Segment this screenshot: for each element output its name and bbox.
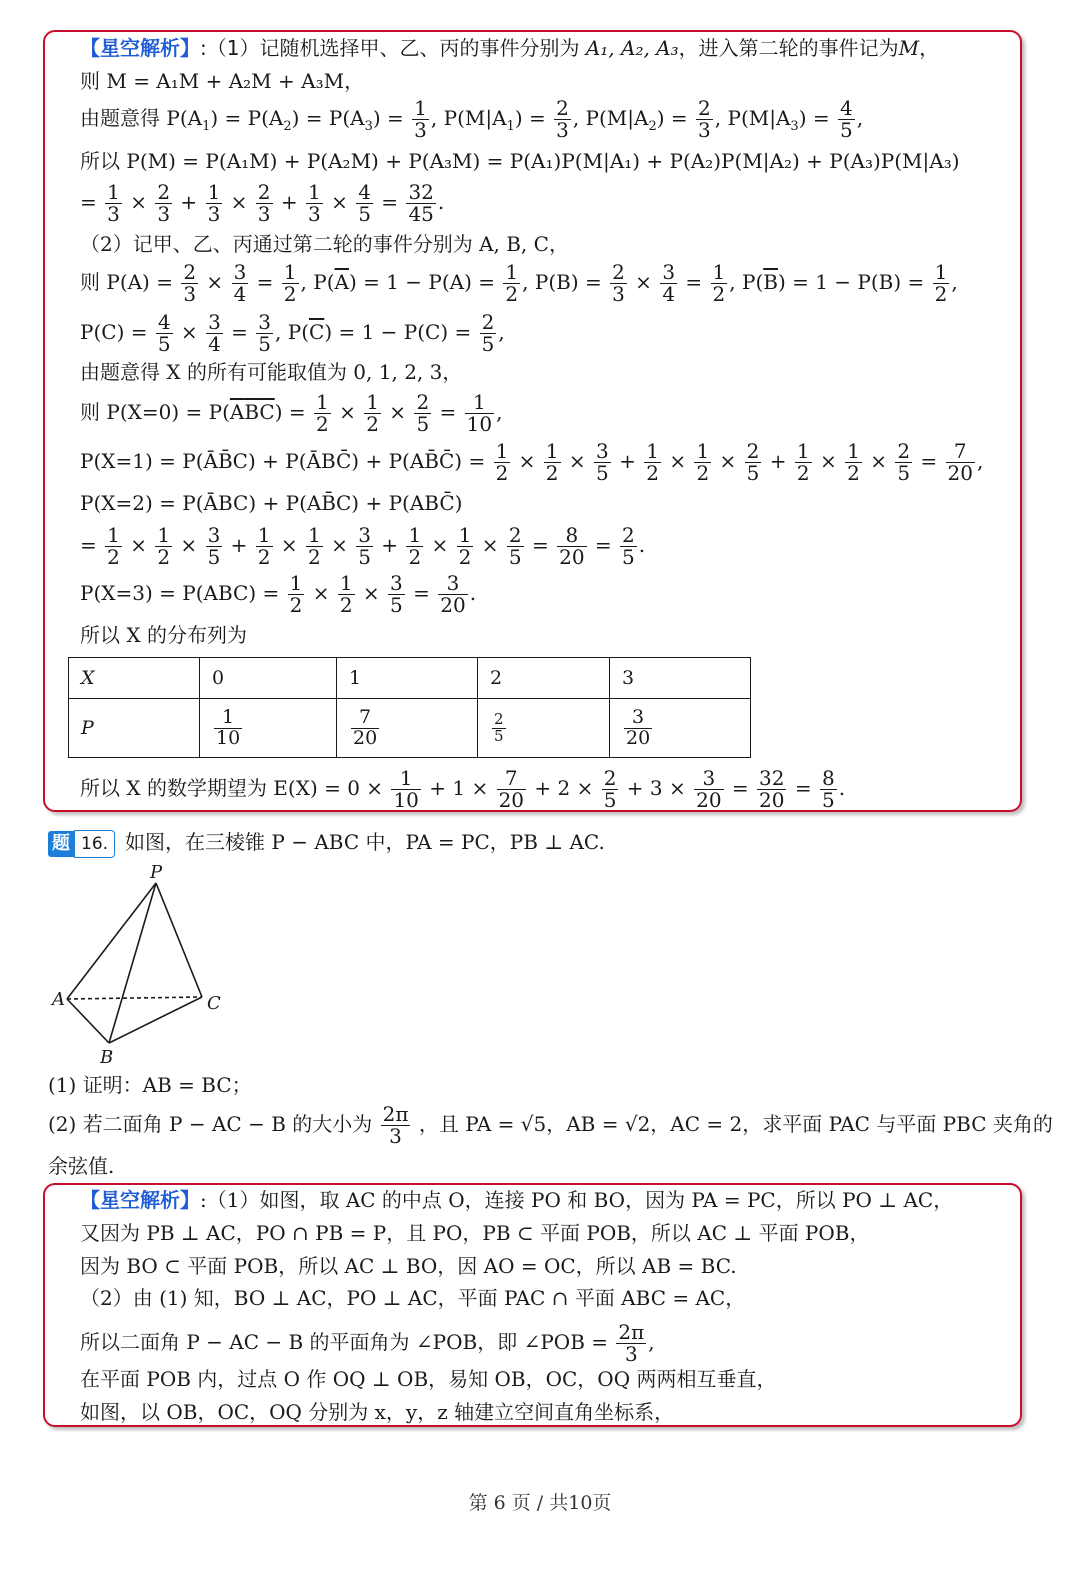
s2-line-4: （2）由 (1) 知，BO ⊥ AC，PO ⊥ AC，平面 PAC ∩ 平面 ABC = AC， — [80, 1286, 746, 1310]
solution-tag: 【星空解析】 — [80, 1188, 200, 1212]
s1-line-9: 由题意得 X 的所有可能取值为 0, 1, 2, 3， — [80, 360, 463, 384]
s1-line-11: P(X=1) = P(ĀB̄C) + P(ĀBC̄) + P(AB̄C̄) = $\frac{1}{2}$ × $\frac{1}{2}$ × $\frac{3}{5}$ + $\frac{1}{2}$ × $\frac{1}{2}$ × $\frac{2}{5}$ + $\frac{1}{2}$ × $\frac{1}{2}$ × $\frac{2}{5}$ = $\frac{7}{20}$ , — [80, 439, 984, 485]
question-number: 16. — [74, 830, 115, 858]
table-row-label: P — [69, 699, 200, 758]
s1-line-14: P(X=3) = P(ABC) = $\frac{1}{2}$ × $\frac{1}{2}$ × $\frac{3}{5}$ = $\frac{3}{20}$ . — [80, 571, 477, 617]
edge-bc — [109, 997, 202, 1043]
table-cell: $\frac{2}{5}$ — [478, 699, 610, 758]
page-number: 第 6 页 / 共10页 — [468, 1492, 612, 1514]
vertex-label-p: P — [150, 862, 163, 883]
s1-line-7: 则 P(A) = $\frac{2}{3}$ × $\frac{3}{4}$ = $\frac{1}{2}$ , $P(\overline{A}) = 1 - P(A)$ = $\frac{1}{2}$ , P(B) = $\frac{2}{3}$ × $\frac{3}{4}$ = $\frac{1}{2}$ , $P(\overline{B}) = 1 - P(B)$ = $\frac{1}{2}$ , — [80, 260, 958, 306]
edge-pc — [156, 883, 202, 997]
s1-line-5: = $\frac{1}{3}$ × $\frac{2}{3}$ + $\frac{1}{3}$ × $\frac{2}{3}$ + $\frac{1}{3}$ × $\frac{4}{5}$ = $\frac{32}{45}$ . — [80, 180, 445, 226]
question-16-stem: 题 16. 如图，在三棱锥 P − ABC 中，PA = PC，PB ⊥ AC. — [48, 829, 605, 858]
distribution-table — [68, 657, 751, 758]
edge-pb — [109, 883, 156, 1043]
tetrahedron-figure — [45, 858, 245, 1070]
s2-line-6: 在平面 POB 内，过点 O 作 OQ ⊥ OB，易知 OB，OC，OQ 两两相互垂直， — [80, 1367, 777, 1391]
table-cell: $\frac{7}{20}$ — [337, 699, 478, 758]
s1-line-8: P(C) = $\frac{4}{5}$ × $\frac{3}{4}$ = $\frac{3}{5}$ , $P(\overline{C}) = 1 - P(C)$ = $\frac{2}{5}$ , — [80, 310, 505, 356]
solution-tag: 【星空解析】 — [80, 36, 200, 60]
question-label: 题 — [48, 831, 74, 857]
question-16-part-1: (1) 证明：AB = BC； — [48, 1073, 252, 1097]
s1-line-1: 【星空解析】:（1）记随机选择甲、乙、丙的事件分别为 A₁, A₂, A₃，进入第二轮的事件记为M， — [80, 36, 940, 60]
table-row — [69, 658, 751, 699]
table-cell: 2 — [478, 658, 610, 699]
edge-pa — [67, 883, 156, 999]
table-cell: $\frac{3}{20}$ — [610, 699, 751, 758]
s1-line-2: 则 M = A₁M + A₂M + A₃M， — [80, 69, 365, 93]
s1-line-10: 则 $P(X=0) = P(\overline{A}\overline{B}\overline{C})$ = $\frac{1}{2}$ × $\frac{1}{2}$ × $\frac{2}{5}$ = $\frac{1}{10}$ , — [80, 390, 503, 436]
s1-line-6: （2）记甲、乙、丙通过第二轮的事件分别为 A, B, C， — [80, 232, 569, 256]
vertex-label-c: C — [207, 993, 221, 1014]
s1-line-15: 所以 X 的分布列为 — [80, 623, 247, 647]
edge-ab — [67, 999, 109, 1043]
table-cell: $\frac{1}{10}$ — [200, 699, 337, 758]
s2-line-3: 因为 BO ⊂ 平面 POB，所以 AC ⊥ BO，因 AO = OC，所以 AB = BC. — [80, 1254, 737, 1278]
table-cell: 0 — [200, 658, 337, 699]
table-row — [69, 699, 751, 758]
s1-line-4: 所以 P(M) = P(A₁M) + P(A₂M) + P(A₃M) = P(A₁)P(M|A₁) + P(A₂)P(M|A₂) + P(A₃)P(M|A₃) — [80, 149, 960, 173]
table-header-x: X — [69, 658, 200, 699]
question-16-part-2: (2) 若二面角 P − AC − B 的大小为 $\frac{2\pi}{3}$ ，且 PA = √5，AB = √2，AC = 2，求平面 PAC 与平面 PBC 夹角的 — [48, 1102, 1053, 1148]
s2-line-5: 所以二面角 P − AC − B 的平面角为 ∠POB，即 ∠POB = $\frac{2\pi}{3}$ , — [80, 1320, 655, 1366]
question-16-part-2-end: 余弦值. — [48, 1154, 115, 1178]
edge-ac-hidden — [67, 997, 202, 999]
s2-line-7: 如图，以 OB，OC，OQ 分别为 x，y，z 轴建立空间直角坐标系， — [80, 1400, 675, 1424]
table-cell: 1 — [337, 658, 478, 699]
s1-line-13: = $\frac{1}{2}$ × $\frac{1}{2}$ × $\frac{3}{5}$ + $\frac{1}{2}$ × $\frac{1}{2}$ × $\frac{3}{5}$ + $\frac{1}{2}$ × $\frac{1}{2}$ × $\frac{2}{5}$ = $\frac{8}{20}$ = $\frac{2}{5}$ . — [80, 523, 646, 569]
s1-line-3: 由题意得 $P(A_1) = P(A_2) = P(A_3)$ = $\frac{1}{3}$ , $P(M|A_1)$ = $\frac{2}{3}$ , $P(M|A_2)$ = $\frac{2}{3}$ , $P(M|A_3)$ = $\frac{4}{5}$ , — [80, 96, 864, 142]
s1-line-12: P(X=2) = P(ĀBC) + P(AB̄C) + P(ABC̄) — [80, 491, 463, 515]
s1-line-16: 所以 X 的数学期望为 E(X) = 0 × $\frac{1}{10}$ + 1 × $\frac{7}{20}$ + 2 × $\frac{2}{5}$ + 3 × $\frac{3}{20}$ = $\frac{32}{20}$ = $\frac{8}{5}$ . — [80, 766, 846, 812]
vertex-label-a: A — [52, 989, 65, 1010]
vertex-label-b: B — [100, 1047, 114, 1068]
s2-line-2: 又因为 PB ⊥ AC，PO ∩ PB = P，且 PO，PB ⊂ 平面 POB，所以 AC ⊥ 平面 POB， — [80, 1221, 870, 1245]
table-cell: 3 — [610, 658, 751, 699]
s2-line-1: 【星空解析】:（1）如图，取 AC 的中点 O，连接 PO 和 BO，因为 PA = PC，所以 PO ⊥ AC， — [80, 1188, 954, 1212]
